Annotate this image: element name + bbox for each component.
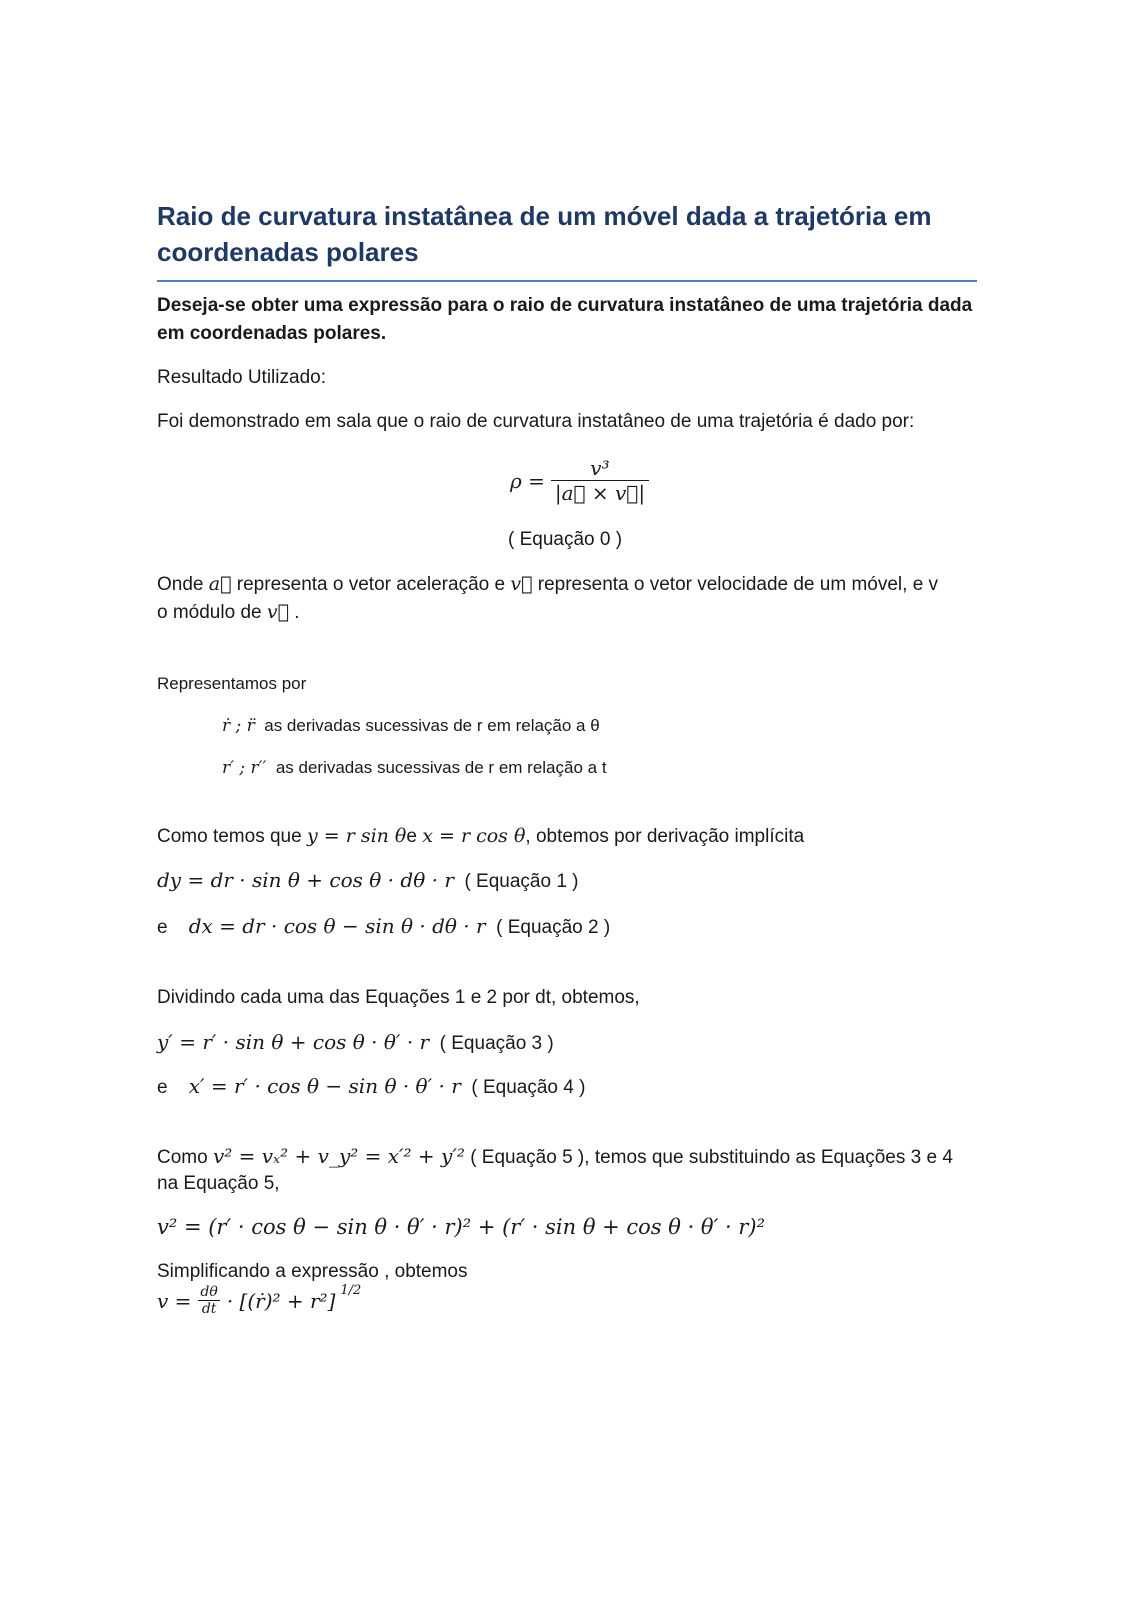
como-line	[157, 822, 804, 851]
final-frac-denominator: dt	[198, 1300, 221, 1317]
theta-derivative-symbols: ṙ ; r̈	[222, 716, 255, 736]
representamos-line-2	[222, 756, 607, 780]
eq0-numerator: v³	[590, 456, 610, 480]
title-divider	[157, 280, 977, 282]
eq5-text-1: Como	[157, 1147, 208, 1168]
equation-2-line	[157, 912, 610, 942]
onde-text-1: Onde	[157, 574, 204, 595]
equation-5: v² = vₓ² + v_y² = x′² + y′²	[212, 1144, 465, 1168]
eq5-text-2: , temos que substituindo as Equações 3 e 4	[584, 1147, 953, 1168]
onde-line-2	[157, 598, 300, 627]
eq3-label: ( Equação 3 )	[439, 1033, 554, 1054]
page-title: Raio de curvatura instatânea de um móvel dada a trajetória em coordenadas polares	[157, 201, 932, 267]
dividindo-text: Dividindo cada uma das Equações 1 e 2 por dt, obtemos,	[157, 987, 640, 1008]
representamos-line-1	[222, 714, 600, 738]
eq0-denominator: |a⃗ × v⃗|	[551, 480, 649, 505]
equation-0	[510, 456, 649, 505]
onde-text-3: representa o vetor velocidade de um móvel, e v	[537, 574, 939, 595]
eq5-label: ( Equação 5 )	[470, 1147, 585, 1168]
equation-3-line	[157, 1028, 554, 1058]
final-velocity-equation	[157, 1284, 361, 1317]
representamos-heading: Representamos por	[157, 674, 307, 693]
eq0-lhs: ρ =	[510, 468, 545, 493]
acceleration-vector-symbol: a⃗	[208, 573, 232, 595]
equation-4: x′ = r′ · cos θ − sin θ · θ′ · r	[188, 1074, 461, 1098]
dtheta-dt-fraction	[196, 1284, 221, 1317]
como-text-1: Como temos que	[157, 826, 302, 847]
eq2-label: ( Equação 2 )	[496, 917, 611, 938]
onde-text-4: o módulo de	[157, 602, 262, 623]
equation-2: dx = dr · cos θ − sin θ · dθ · r	[188, 914, 486, 938]
eq4-label: ( Equação 4 )	[471, 1077, 586, 1098]
result-label: Resultado Utilizado:	[157, 367, 326, 388]
eq1-label: ( Equação 1 )	[464, 871, 579, 892]
onde-line-1	[157, 570, 938, 599]
final-rhs: · [(ṙ)² + r²]	[226, 1288, 336, 1313]
onde-text-5: .	[294, 602, 300, 623]
como-text-2: e	[406, 826, 417, 847]
final-frac-numerator: dθ	[200, 1284, 218, 1300]
simplificando-text: Simplificando a expressão , obtemos	[157, 1261, 468, 1282]
onde-text-2: representa o vetor aceleração e	[236, 574, 506, 595]
final-lhs: v =	[157, 1288, 192, 1313]
equation-4-line	[157, 1072, 585, 1102]
time-derivative-symbols: r′ ; r′′	[222, 758, 267, 778]
time-derivative-text: as derivadas sucessivas de r em relação a t	[275, 758, 607, 777]
velocity-squared-expansion: v² = (r′ · cos θ − sin θ · θ′ · r)² + (r′ · sin θ + cos θ · θ′ · r)²	[157, 1215, 766, 1239]
equation-1-line	[157, 866, 579, 896]
como-text-3: , obtemos por derivação implícita	[525, 826, 805, 847]
final-exponent: 1/2	[340, 1283, 362, 1298]
equation-3: y′ = r′ · sin θ + cos θ · θ′ · r	[157, 1030, 430, 1054]
velocity-vector-symbol: v⃗	[510, 573, 533, 595]
equation-5-line-1	[157, 1142, 953, 1172]
velocity-vector-symbol-2: v⃗	[266, 601, 289, 623]
equation-1: dy = dr · sin θ + cos θ · dθ · r	[157, 868, 454, 892]
eq2-prefix: e	[157, 917, 168, 938]
eq4-prefix: e	[157, 1077, 168, 1098]
x-polar-expression: x = r cos θ	[422, 825, 526, 847]
result-text: Foi demonstrado em sala que o raio de curvatura instatâneo de uma trajetória é dado por:	[157, 411, 915, 432]
y-polar-expression: y = r sin θ	[306, 825, 407, 847]
eq0-label: ( Equação 0 )	[508, 529, 623, 550]
eq0-fraction	[551, 456, 649, 505]
equation-5-line-2: na Equação 5,	[157, 1173, 280, 1194]
intro-paragraph: Deseja-se obter uma expressão para o raio de curvatura instatâneo de uma trajetória dada em coordenadas polares.	[157, 295, 973, 344]
theta-derivative-text: as derivadas sucessivas de r em relação a θ	[264, 716, 600, 735]
